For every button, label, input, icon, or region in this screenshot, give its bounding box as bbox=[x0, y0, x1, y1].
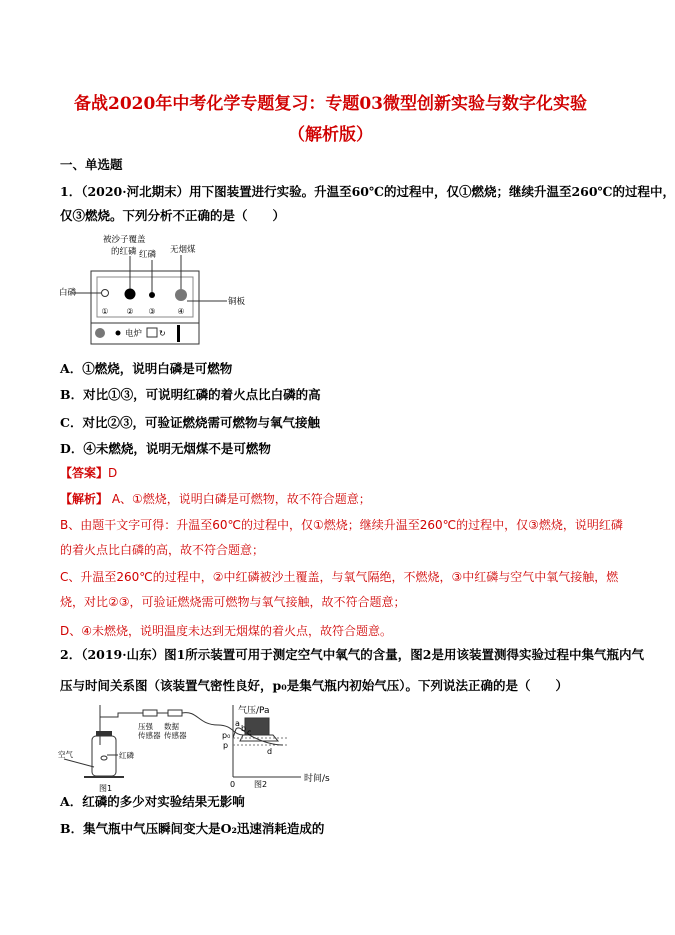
analysis-tag: 【解析】 bbox=[60, 492, 109, 506]
answer-value: D bbox=[108, 466, 118, 480]
q1-stem-cont: 仅③燃烧。下列分析不正确的是（ ） bbox=[60, 208, 286, 223]
figure-1-apparatus bbox=[58, 705, 278, 793]
fig-number: ② bbox=[126, 307, 134, 316]
fig-label: 空气 bbox=[58, 750, 73, 759]
q1-option-d: D．④未燃烧，说明无烟煤不是可燃物 bbox=[60, 441, 271, 456]
point-label: a bbox=[235, 719, 240, 728]
fig-label: 白磷 bbox=[59, 288, 77, 298]
analysis-line: D、④未燃烧，说明温度未达到无烟煤的着火点，故符合题意。 bbox=[60, 624, 393, 638]
fig-number: ④ bbox=[177, 307, 185, 316]
axis-label: p₀ bbox=[222, 731, 231, 740]
axis-label: p bbox=[223, 741, 229, 750]
fig-label: 被沙子覆盖 bbox=[103, 235, 146, 245]
analysis-line: C、升温至260℃的过程中，②中红磷被沙土覆盖，与氧气隔绝，不燃烧，③中红磷与空气中氧气接触，燃 bbox=[60, 570, 619, 584]
q2-option-b: B．集气瓶中气压瞬间变大是O₂迅速消耗造成的 bbox=[60, 821, 325, 836]
x-axis-label: 时间/s bbox=[304, 774, 330, 784]
q1-apparatus-figure bbox=[55, 232, 255, 347]
fig-caption: 图2 bbox=[254, 780, 268, 789]
y-axis-label: 气压/Pa bbox=[238, 706, 270, 716]
q2-figures bbox=[58, 703, 388, 793]
point-label: d bbox=[267, 747, 273, 756]
fig-label: 无烟煤 bbox=[170, 245, 196, 255]
fig-label: 铜板 bbox=[228, 297, 246, 307]
fig-number: ③ bbox=[148, 307, 156, 316]
doc-subtitle: （解析版） bbox=[288, 125, 373, 145]
section-heading: 一、单选题 bbox=[60, 157, 123, 172]
answer-tag: 【答案】 bbox=[60, 466, 109, 480]
q1-answer bbox=[60, 464, 117, 481]
fig-label: 传感器 bbox=[138, 731, 161, 740]
point-label: b bbox=[241, 724, 247, 733]
q2-option-a: A．红磷的多少对实验结果无影响 bbox=[60, 794, 245, 809]
fig-label: 传感器 bbox=[164, 731, 187, 740]
fig-number: ① bbox=[101, 307, 109, 316]
q2-stem-cont: 压与时间关系图（该装置气密性良好，p₀是集气瓶内初始气压）。下列说法正确的是（ ） bbox=[60, 678, 568, 693]
fig-label: 数据 bbox=[164, 722, 179, 731]
fig-label: 红磷 bbox=[119, 751, 134, 760]
point-label: c bbox=[247, 728, 252, 737]
figure-2-pressure-chart bbox=[222, 704, 330, 789]
q1-option-c: C．对比②③，可验证燃烧需可燃物与氧气接触 bbox=[60, 415, 320, 430]
fig-label: 电炉 bbox=[125, 329, 143, 339]
analysis-line: 烧，对比②③，可验证燃烧需可燃物与氧气接触，故不符合题意； bbox=[60, 595, 406, 609]
fig-caption: 图1 bbox=[99, 784, 113, 793]
doc-title: 备战2020年中考化学专题复习：专题03微型创新实验与数字化实验 bbox=[74, 94, 587, 114]
axis-label: 0 bbox=[230, 780, 236, 789]
q1-stem: 1．（2020·河北期末）用下图装置进行实验。升温至60℃的过程中，仅①燃烧；继续升温至260℃的过程中， bbox=[60, 184, 675, 199]
q2-stem: 2．（2019·山东）图1所示装置可用于测定空气中氧气的含量，图2是用该装置测得实验过程中集气瓶内气 bbox=[60, 647, 644, 662]
fig-label: 压强 bbox=[138, 722, 153, 731]
fig-label: 的红磷 bbox=[111, 247, 137, 257]
analysis-line: A、①燃烧，说明白磷是可燃物，故不符合题意； bbox=[111, 492, 371, 506]
svg-text:↻: ↻ bbox=[159, 329, 166, 338]
analysis-line: 的着火点比白磷的高，故不符合题意； bbox=[60, 543, 265, 557]
q1-option-a: A．①燃烧，说明白磷是可燃物 bbox=[60, 361, 233, 376]
q1-option-b: B．对比①③，可说明红磷的着火点比白磷的高 bbox=[60, 387, 321, 402]
analysis-line: B、由题干文字可得：升温至60℃的过程中，仅①燃烧；继续升温至260℃的过程中，仅③燃烧，说明红磷 bbox=[60, 518, 623, 532]
fig-label: 红磷 bbox=[139, 250, 157, 260]
q1-analysis-a bbox=[60, 490, 371, 507]
